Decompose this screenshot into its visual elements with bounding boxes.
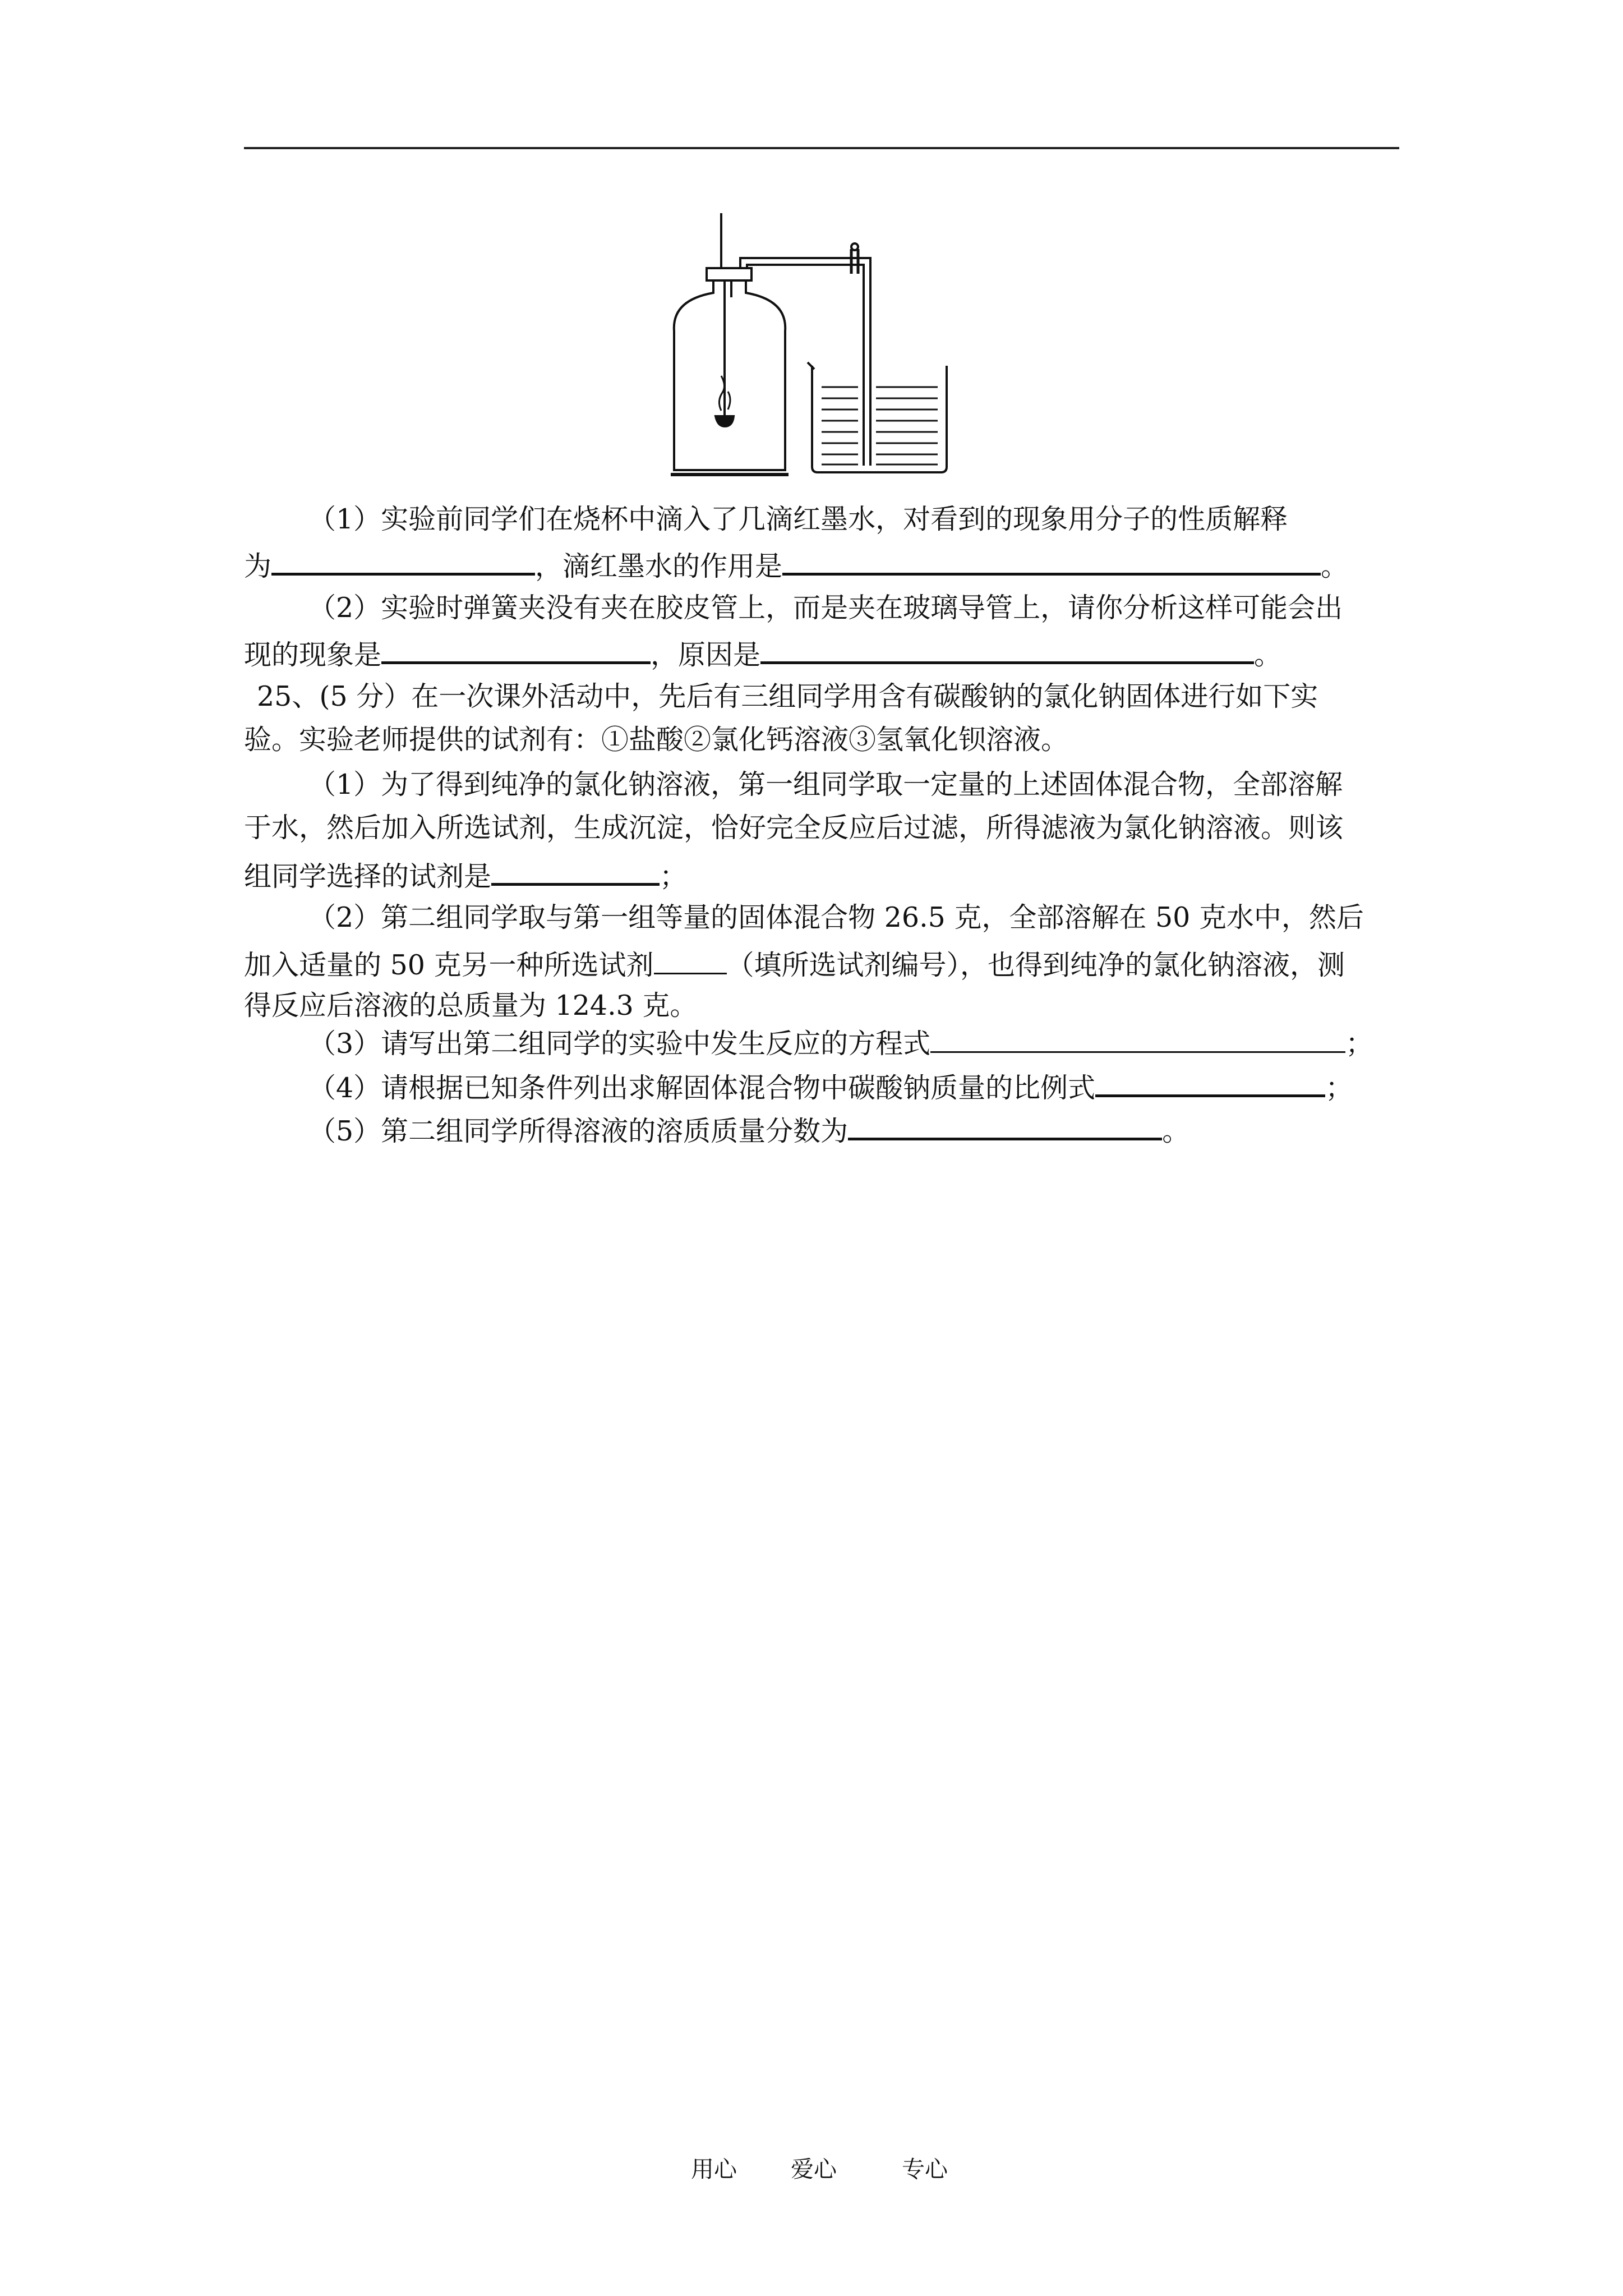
q24-answer-blank-4[interactable] <box>760 634 1254 664</box>
q25-intro-line1: 25、(5 分）在一次课外活动中，先后有三组同学用含有碳酸钠的氯化钠固体进行如下实 <box>257 680 1318 712</box>
footer-item-2: 爱心 <box>791 2156 837 2183</box>
q25-part4-end: ； <box>1325 1072 1353 1104</box>
q25-answer-blank-1[interactable] <box>491 856 660 886</box>
q25-answer-blank-3[interactable] <box>930 1024 1345 1053</box>
q24-part1-prefix: 为 <box>244 550 272 582</box>
q25-intro-line2: 验。实验老师提供的试剂有：①盐酸②氯化钙溶液③氢氧化钡溶液。 <box>244 724 1069 756</box>
q24-part2-line2 <box>244 634 1281 672</box>
q25-answer-blank-4[interactable] <box>1095 1068 1325 1097</box>
q25-part1-line2: 于水，然后加入所选试剂，生成沉淀，恰好完全反应后过滤，所得滤液为氯化钠溶液。则该 <box>244 812 1344 844</box>
q25-part5-line <box>308 1111 1189 1148</box>
q25-part2-line3: 得反应后溶液的总质量为 124.3 克。 <box>244 990 698 1022</box>
q25-part3-prefix: （3）请写出第二组同学的实验中发生反应的方程式 <box>308 1028 931 1060</box>
q24-part2-end: 。 <box>1254 639 1282 671</box>
q24-part2-line1: （2）实验时弹簧夹没有夹在胶皮管上，而是夹在玻璃导管上，请你分析这样可能会出 <box>308 592 1343 624</box>
q24-answer-blank-1[interactable] <box>271 546 535 576</box>
q24-part2-mid: ，原因是 <box>651 639 761 671</box>
q25-answer-blank-2[interactable] <box>654 946 727 974</box>
q24-part2-prefix: 现的现象是 <box>244 639 382 671</box>
q25-part3-end: ； <box>1345 1028 1373 1060</box>
q25-answer-blank-5[interactable] <box>848 1111 1162 1140</box>
q25-part2-mid: （填所选试剂编号），也得到纯净的氯化钠溶液，测 <box>726 949 1345 981</box>
q25-part5-end: 。 <box>1162 1115 1190 1147</box>
q25-part1-end: ； <box>660 861 688 892</box>
q24-answer-blank-3[interactable] <box>381 634 651 664</box>
q25-part4-line <box>308 1068 1353 1105</box>
header-rule <box>244 147 1399 149</box>
q25-part1-prefix: 组同学选择的试剂是 <box>244 861 492 892</box>
q24-answer-blank-2[interactable] <box>782 546 1321 576</box>
q25-part2-prefix: 加入适量的 50 克另一种所选试剂 <box>244 949 654 981</box>
q25-part2-line1: （2）第二组同学取与第一组等量的固体混合物 26.5 克，全部溶解在 50 克水中，然后 <box>308 901 1364 933</box>
footer-item-3: 专心 <box>902 2156 948 2183</box>
q25-part5-prefix: （5）第二组同学所得溶液的溶质质量分数为 <box>308 1115 849 1147</box>
q24-part1-mid: ，滴红墨水的作用是 <box>535 550 783 582</box>
q24-part1-end: 。 <box>1321 550 1349 582</box>
q25-part1-line3 <box>244 856 687 894</box>
q25-part4-prefix: （4）请根据已知条件列出求解固体混合物中碳酸钠质量的比例式 <box>308 1072 1096 1104</box>
q25-part1-line1: （1）为了得到纯净的氯化钠溶液，第一组同学取一定量的上述固体混合物，全部溶解 <box>308 769 1343 800</box>
q24-part1-line1: （1）实验前同学们在烧杯中滴入了几滴红墨水，对看到的现象用分子的性质解释 <box>308 503 1288 535</box>
apparatus-diagram <box>662 208 965 488</box>
footer-item-1: 用心 <box>691 2156 737 2183</box>
q25-part2-line2 <box>244 946 1345 982</box>
q25-part3-line <box>308 1024 1373 1061</box>
q24-part1-line2 <box>244 546 1348 583</box>
